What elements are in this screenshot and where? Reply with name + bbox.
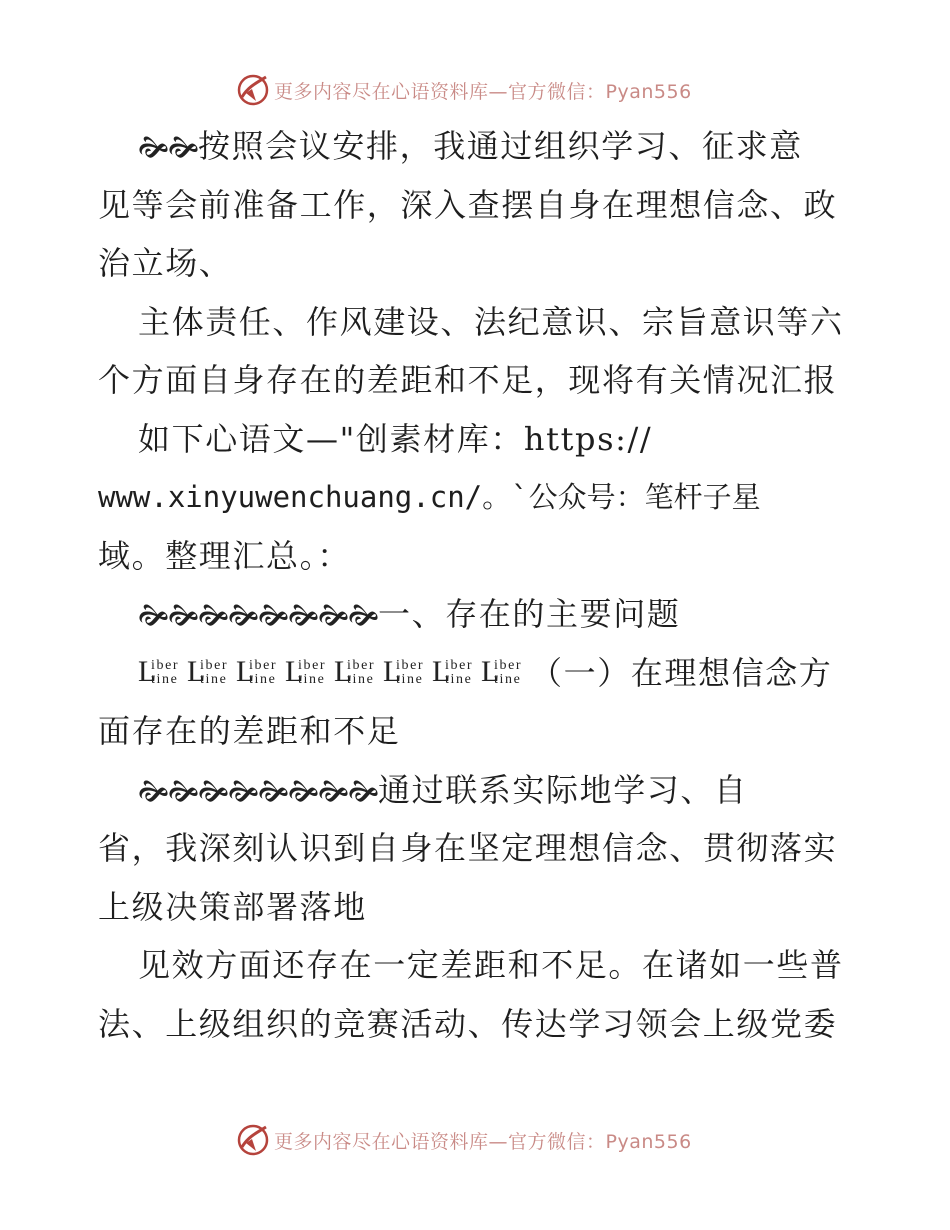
ligature-ornament: L iber tine	[432, 655, 474, 688]
flourish-ornament: 🙞	[198, 775, 228, 808]
ligature-ornament: L iber tine	[383, 655, 425, 688]
paragraph-line: 如下心语文—"创素材库：https://	[138, 420, 653, 458]
ligature-ornament: L iber tine	[187, 655, 229, 688]
banner-text: 更多内容尽在心语资料库—官方微信：Pyan556	[274, 1130, 692, 1153]
paragraph-line: www.xinyuwenchuang.cn/。`公众号：笔杆子星	[98, 480, 761, 514]
brush-logo-icon	[236, 73, 270, 107]
flourish-ornament: 🙞	[228, 599, 258, 632]
flourish-ornament: 🙞	[348, 775, 378, 808]
ligature-ornament: L iber tine	[285, 655, 327, 688]
flourish-ornament: 🙞	[138, 775, 168, 808]
paragraph-line: 面存在的差距和不足	[98, 712, 401, 750]
paragraph-line: 见效方面还存在一定差距和不足。在诸如一些普	[138, 946, 844, 984]
flourish-ornament: 🙞	[168, 131, 198, 164]
flourish-ornament: 🙞	[168, 775, 198, 808]
paragraph-line: 法、上级组织的竞赛活动、传达学习领会上级党委	[98, 1005, 838, 1043]
paragraph-line: 省，我深刻认识到自身在坚定理想信念、贯彻落实	[98, 829, 838, 867]
paragraph-line: 上级决策部署落地	[98, 888, 367, 926]
ligature-ornament: L iber tine	[236, 655, 278, 688]
flourish-ornament: 🙞	[318, 775, 348, 808]
paragraph-line: 🙞🙞🙞🙞🙞🙞🙞🙞通过联系实际地学习、自	[138, 771, 748, 809]
flourish-ornament: 🙞	[258, 599, 288, 632]
flourish-ornament: 🙞	[288, 599, 318, 632]
subsection-heading: L iber tine L iber tine L iber tine L iber tine L iber tine L iber tine L iber tine L iber tine （一）在理想信念方	[138, 654, 833, 692]
flourish-ornament: 🙞	[138, 131, 168, 164]
flourish-ornament: 🙞	[168, 599, 198, 632]
flourish-ornament: 🙞	[228, 775, 258, 808]
flourish-ornament: 🙞	[348, 599, 378, 632]
paragraph-line: 个方面自身存在的差距和不足，现将有关情况汇报	[98, 361, 838, 399]
ligature-ornament: L iber tine	[138, 655, 180, 688]
header-banner	[0, 70, 950, 110]
flourish-ornament: 🙞	[258, 775, 288, 808]
ligature-ornament: L iber tine	[481, 655, 523, 688]
section-heading: 🙞🙞🙞🙞🙞🙞🙞🙞一、存在的主要问题	[138, 595, 681, 633]
footer-banner	[0, 1120, 950, 1160]
paragraph-line: 🙞🙞按照会议安排，我通过组织学习、征求意	[138, 127, 803, 165]
flourish-ornament: 🙞	[288, 775, 318, 808]
ligature-ornament: L iber tine	[334, 655, 376, 688]
flourish-ornament: 🙞	[198, 599, 228, 632]
paragraph-line: 主体责任、作风建设、法纪意识、宗旨意识等六	[138, 303, 844, 341]
paragraph-line: 治立场、	[98, 244, 233, 282]
brush-logo-icon	[236, 1123, 270, 1157]
paragraph-line: 见等会前准备工作，深入查摆自身在理想信念、政	[98, 186, 838, 224]
flourish-ornament: 🙞	[138, 599, 168, 632]
flourish-ornament: 🙞	[318, 599, 348, 632]
paragraph-line: 域。整理汇总。：	[98, 537, 351, 575]
banner-text: 更多内容尽在心语资料库—官方微信：Pyan556	[274, 80, 692, 103]
